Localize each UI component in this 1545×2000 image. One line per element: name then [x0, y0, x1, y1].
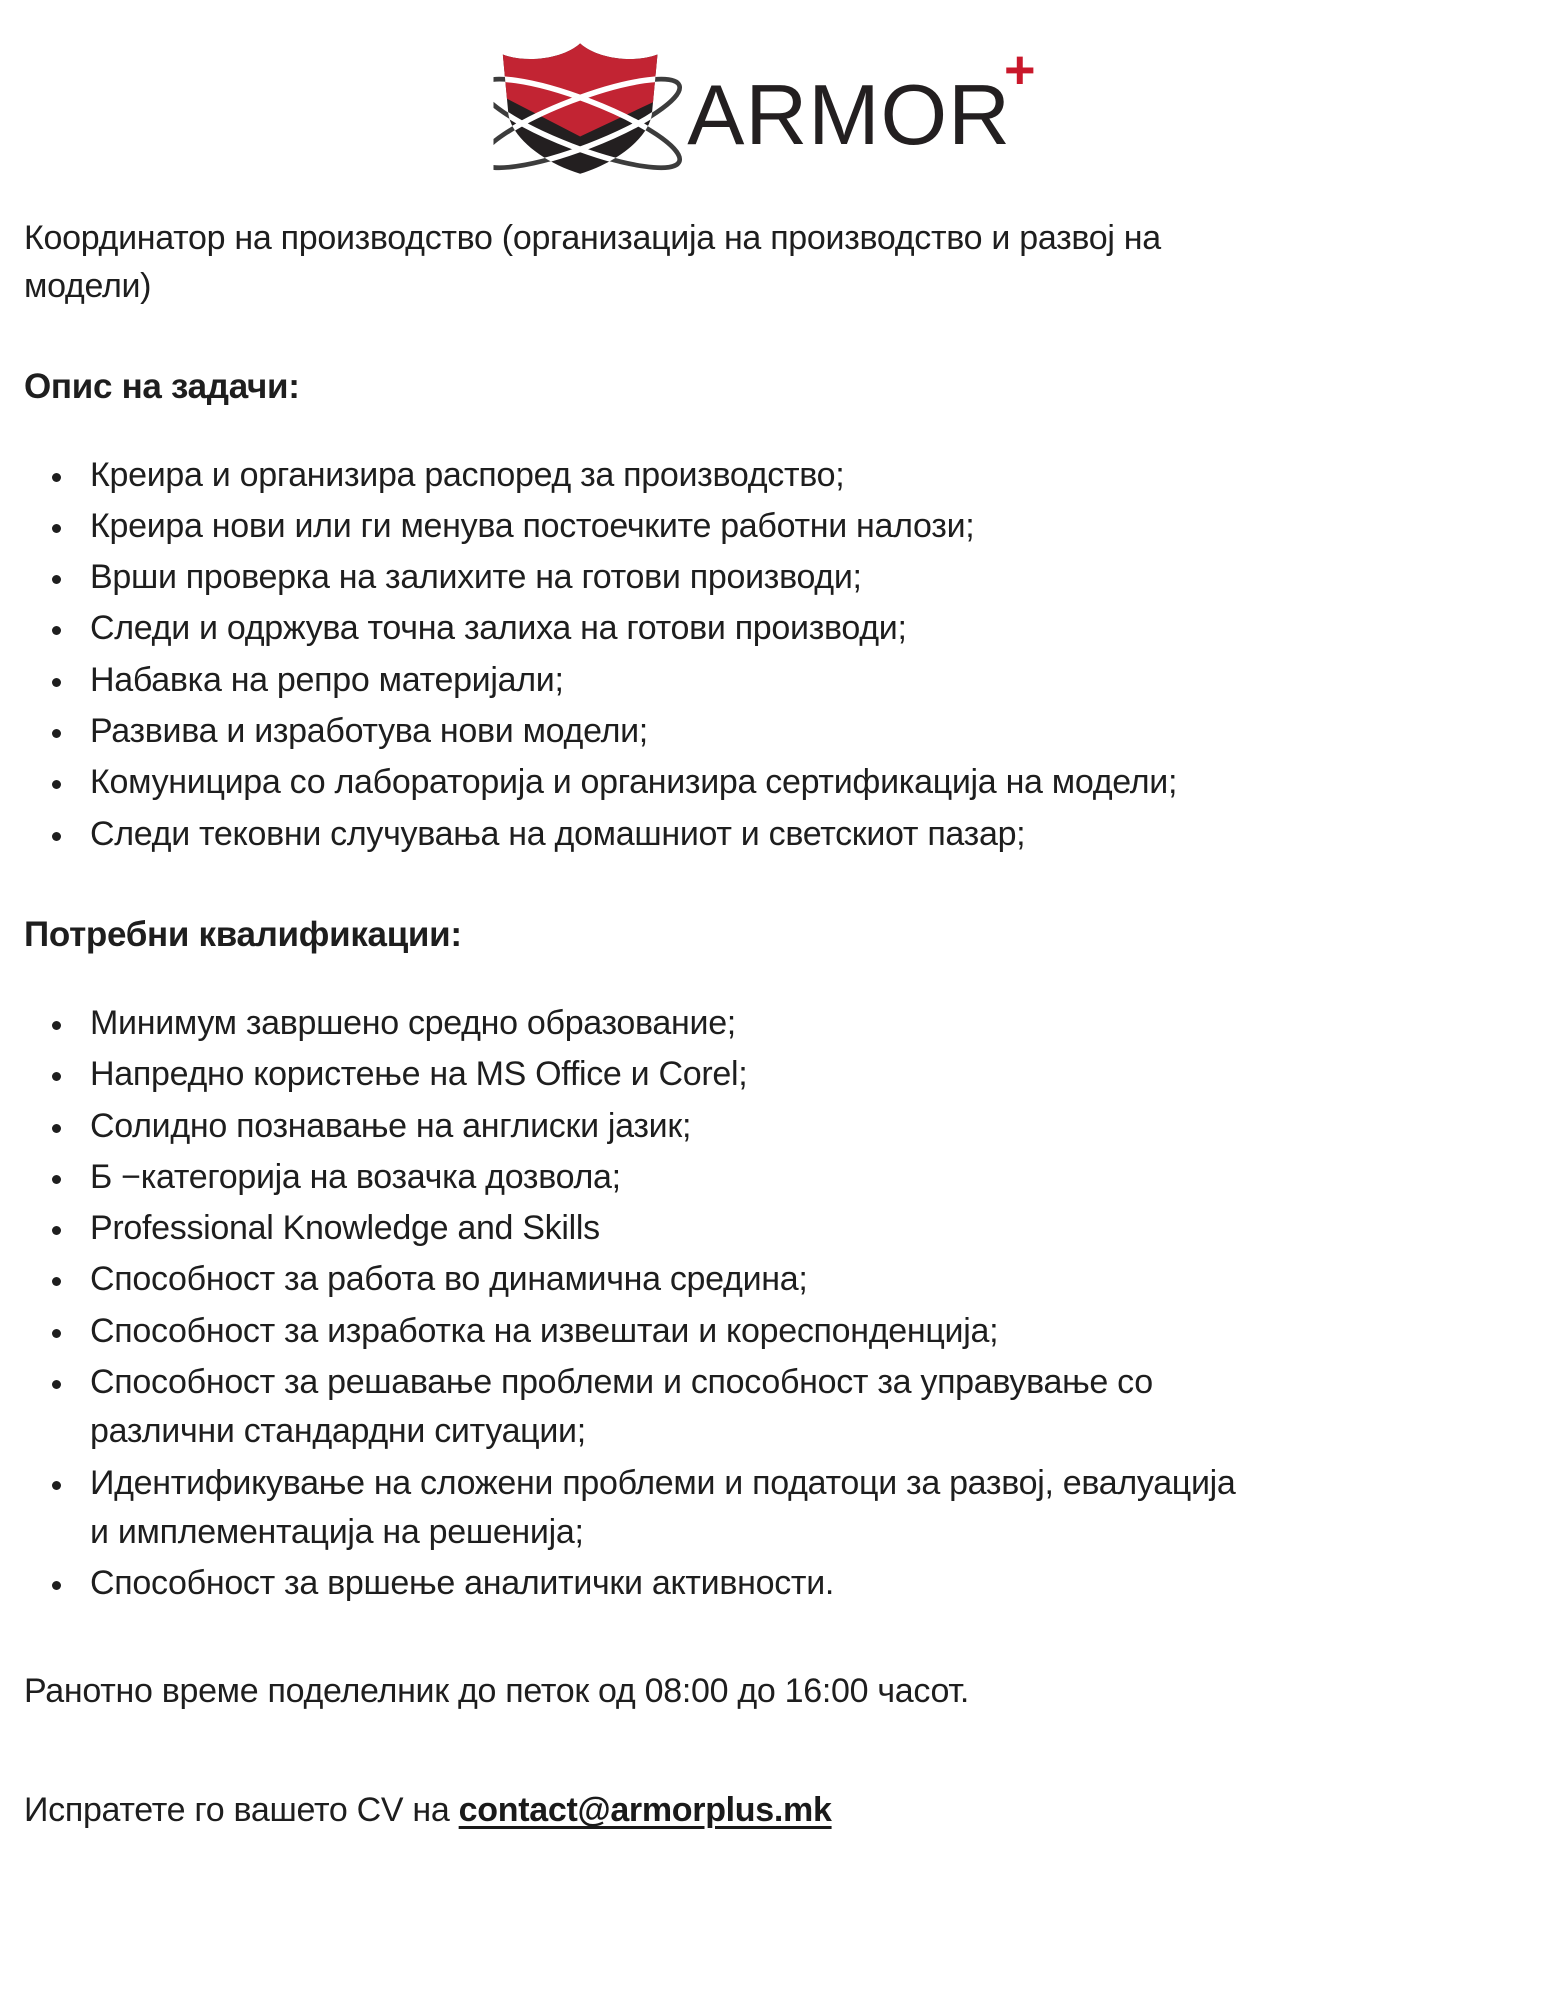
list-item: • Способност за работа во динамична средина; [76, 1255, 1256, 1304]
tasks-list [24, 451, 1256, 859]
list-item: • Врши проверка на залихите на готови производи; [76, 553, 1256, 602]
cv-instruction [24, 1791, 1204, 1830]
list-item: • Развива и изработува нови модели; [76, 707, 1256, 756]
list-item: • Минимум завршено средно образование; [76, 999, 1256, 1048]
job-title: Координатор на производство (организација на производство и развој на модели) [24, 219, 1161, 306]
list-item: • Способност за вршење аналитички активности. [76, 1559, 1256, 1608]
qualifications-list [24, 999, 1256, 1609]
list-item: • Набавка на репро материјали; [76, 656, 1256, 705]
cv-instruction-prefix: Испратете го вашето CV на [24, 1791, 459, 1830]
list-item: • Креира и организира распоред за производство; [76, 451, 1256, 500]
list-item: • Следи тековни случувања на домашниот и светскиот пазар; [76, 810, 1256, 859]
section-heading-qualifications: Потребни квалификации: [24, 914, 462, 954]
list-item: • Способност за изработка на извештаи и кореспонденција; [76, 1307, 1256, 1356]
section-heading-tasks: Опис на задачи: [24, 366, 300, 406]
list-item: • Professional Knowledge and Skills [76, 1204, 1256, 1253]
brand-text: ARMOR [686, 66, 1011, 163]
working-hours-text: Ранотно време поделелник до петок од 08:00 до 16:00 часот. [24, 1672, 969, 1711]
armor-logo [24, 34, 1521, 184]
list-item: • Напредно користење на MS Office и Corel; [76, 1050, 1256, 1099]
armor-logo-graphic [493, 34, 1053, 184]
plus-icon: + [1003, 40, 1036, 101]
cv-email-link[interactable]: contact@armorplus.mk [458, 1791, 832, 1830]
list-item: • Идентификување на сложени проблеми и податоци за развој, евалуација и имплементација на решенија; [76, 1459, 1256, 1558]
list-item: • Солидно познавање на англиски јазик; [76, 1102, 1256, 1151]
list-item: • Креира нови или ги менува постоечките работни налози; [76, 502, 1256, 551]
list-item: • Комуницира со лабораторија и организира сертификација на модели; [76, 758, 1256, 807]
list-item: • Способност за решавање проблеми и способност за управување со различни стандардни ситуации; [76, 1358, 1256, 1457]
list-item: • Б −категорија на возачка дозвола; [76, 1153, 1256, 1202]
list-item: • Следи и одржува точна залиха на готови производи; [76, 604, 1256, 653]
